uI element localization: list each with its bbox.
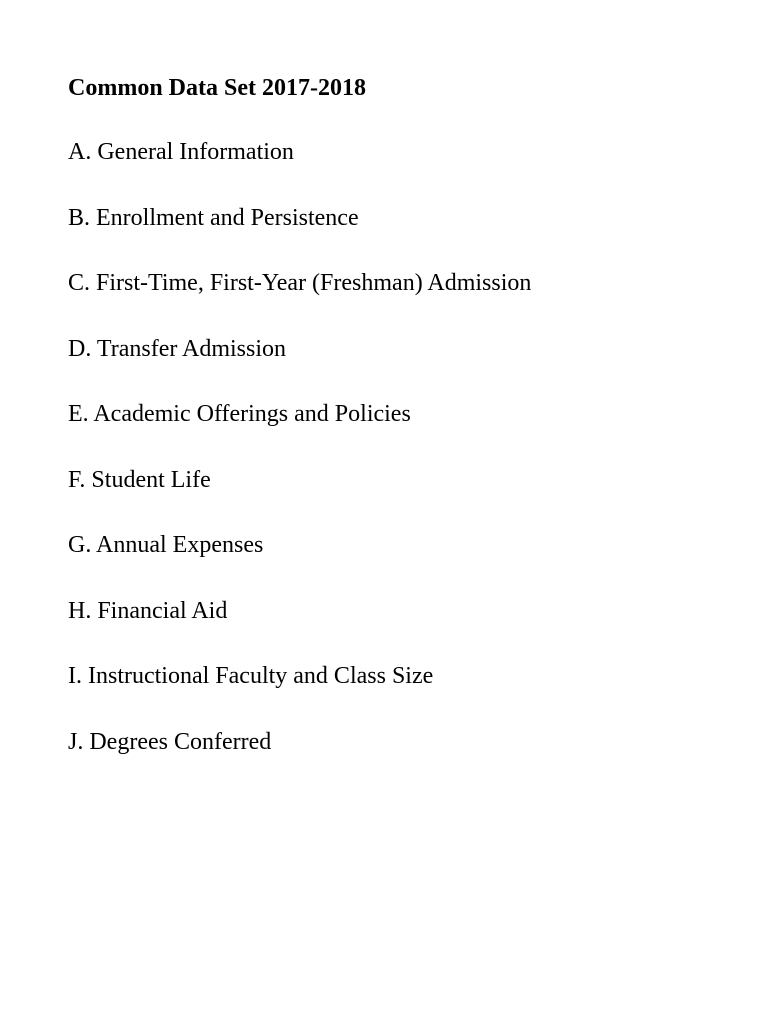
section-list (68, 136, 531, 791)
section-item-c: C. First-Time, First-Year (Freshman) Admission (68, 270, 532, 296)
section-item-h: H. Financial Aid (68, 597, 228, 624)
document-title: Common Data Set 2017-2018 (68, 75, 366, 101)
section-item-a: A. General Information (68, 139, 294, 165)
section-item-d: D. Transfer Admission (68, 335, 287, 362)
section-item-f: F. Student Life (68, 466, 211, 493)
section-item-g: G. Annual Expenses (68, 532, 264, 558)
section-item-b: B. Enrollment and Persistence (68, 204, 359, 231)
section-item-j: J. Degrees Conferred (68, 728, 272, 755)
section-item-i: I. Instructional Faculty and Class Size (68, 663, 434, 689)
section-item-e: E. Academic Offerings and Policies (68, 401, 411, 427)
